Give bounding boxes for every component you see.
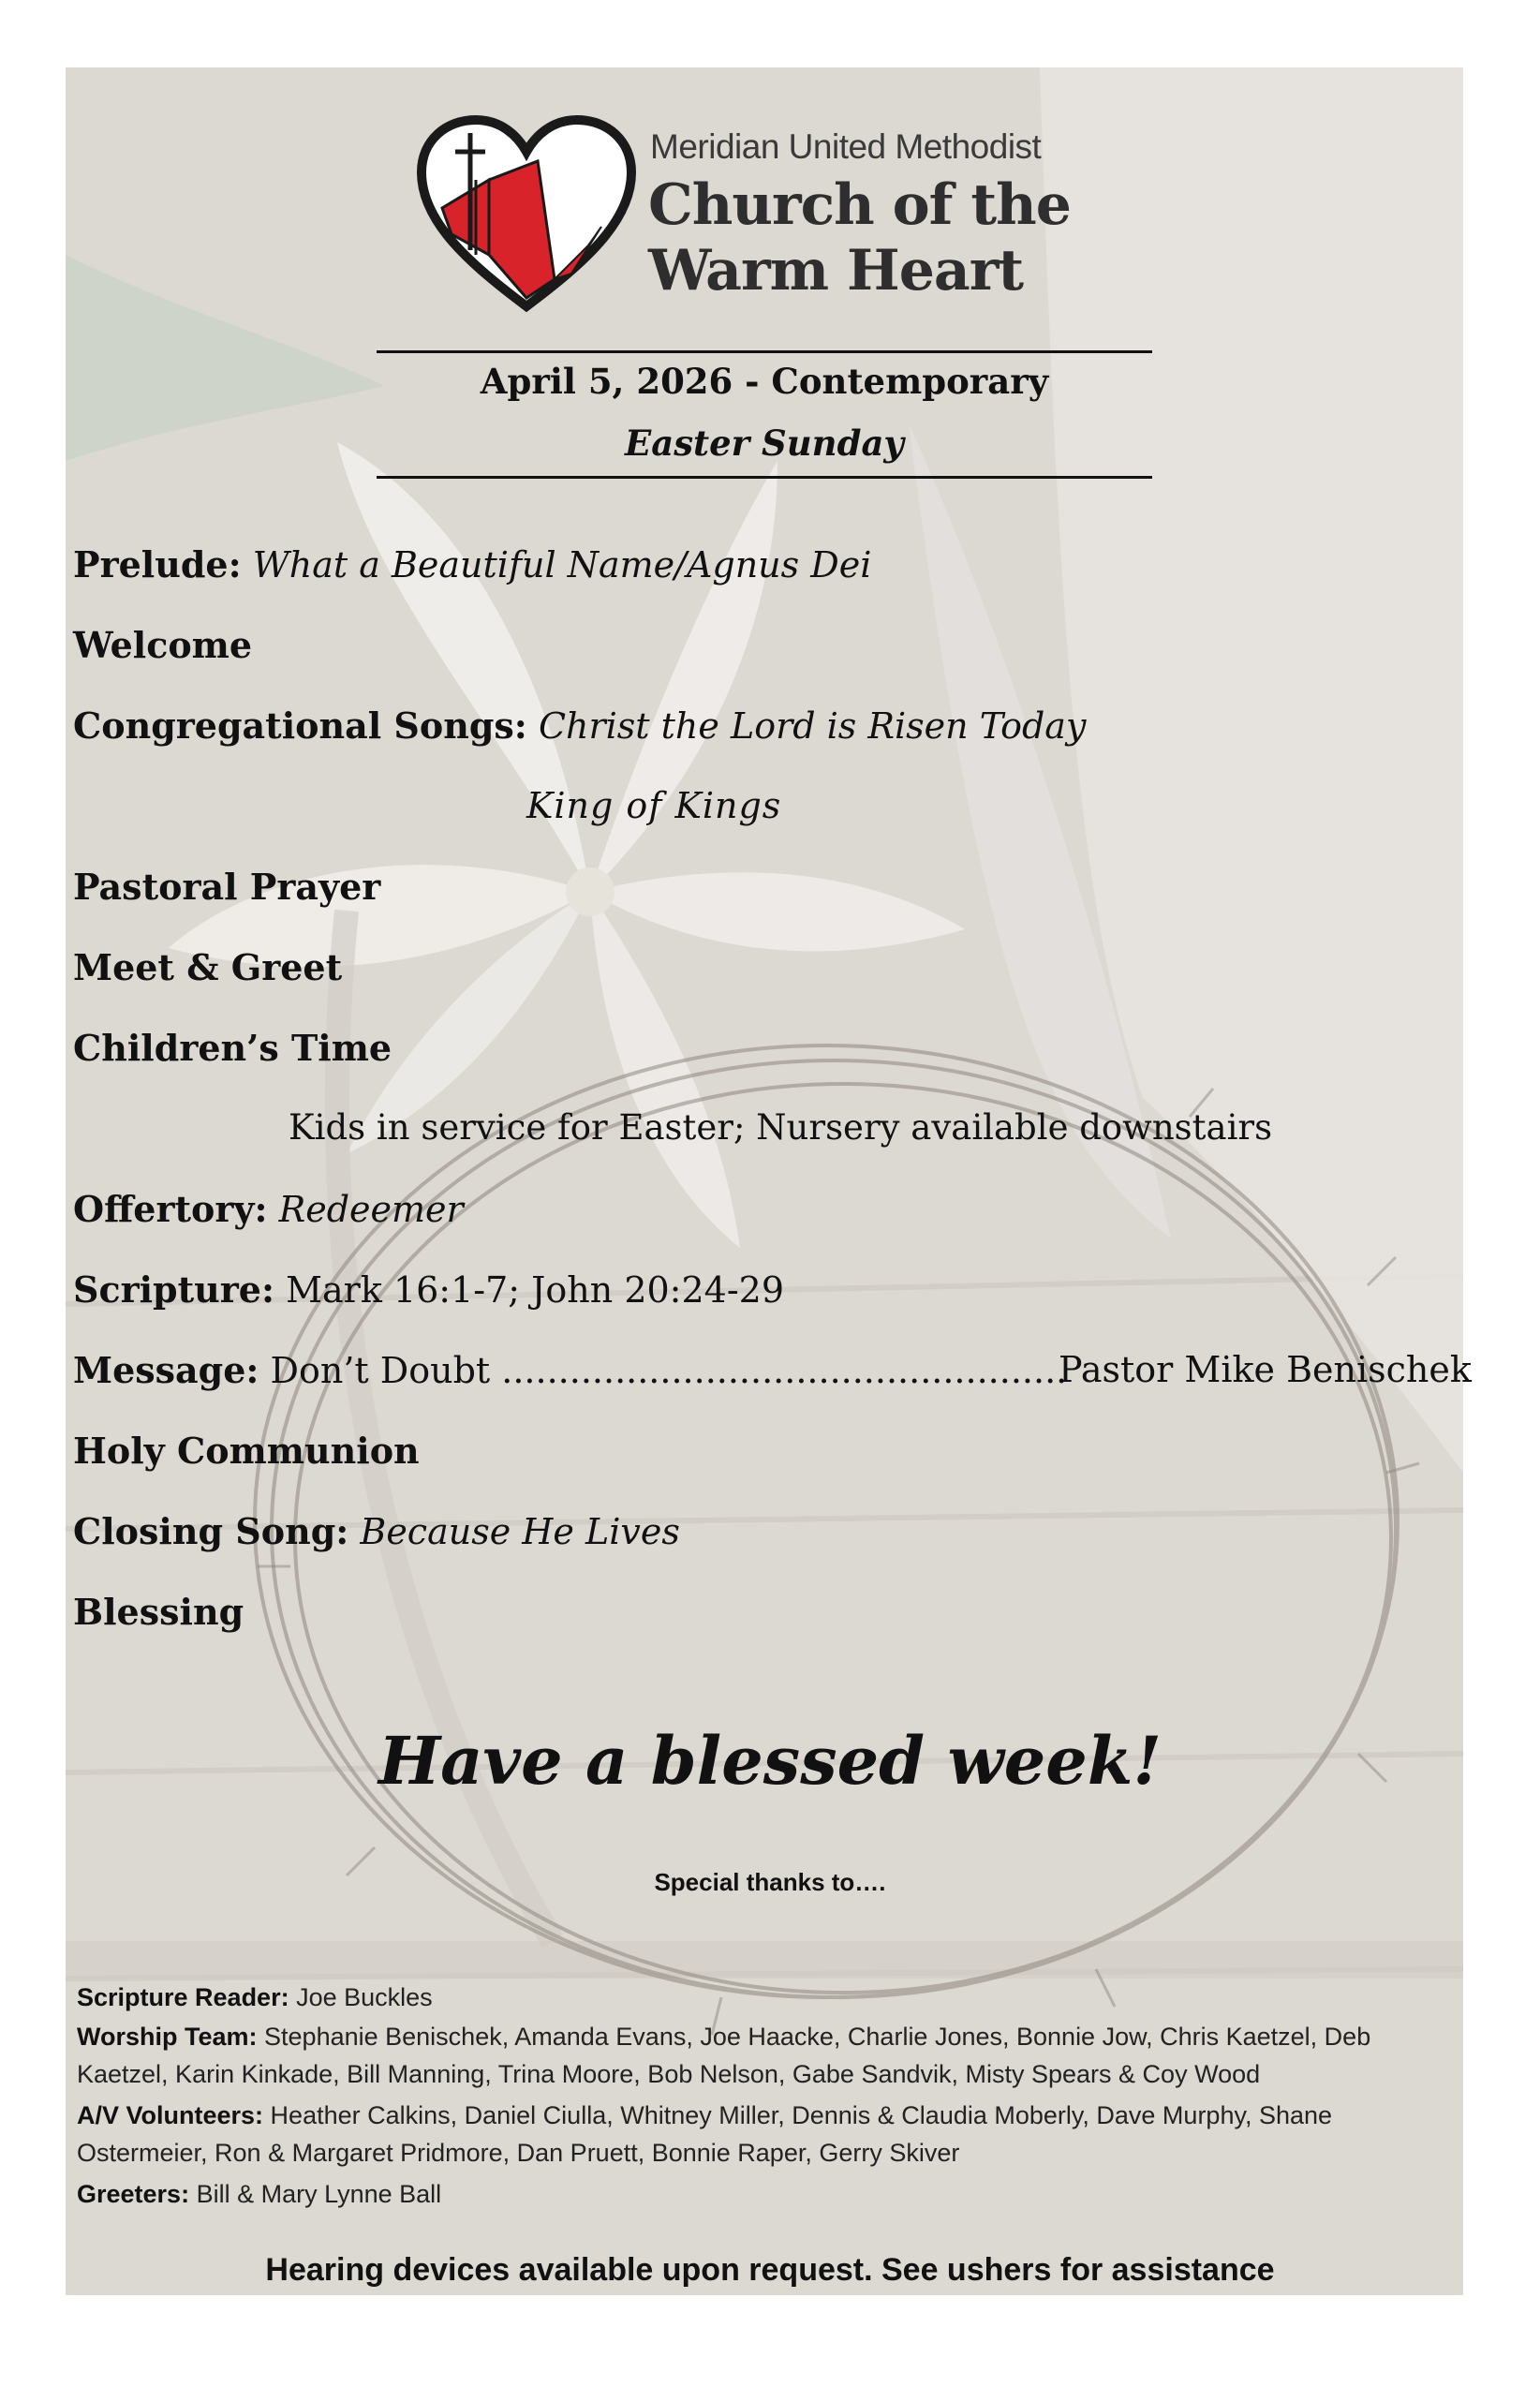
childrens-time-label: Children’s Time: [73, 1027, 392, 1069]
song-2: King of Kings: [526, 785, 782, 826]
song-1: Christ the Lord is Risen Today: [538, 705, 1087, 747]
pastoral-prayer-label: Pastoral Prayer: [73, 866, 381, 908]
greeters-label: Greeters:: [77, 2180, 190, 2208]
church-name-line2: Warm Heart: [648, 238, 1024, 304]
greeters-names: Bill & Mary Lynne Ball: [189, 2180, 442, 2208]
meet-greet-label: Meet & Greet: [73, 946, 343, 988]
scripture-text: Mark 16:1-7; John 20:24-29: [286, 1269, 785, 1311]
childrens-time-note: Kids in service for Easter; Nursery available downstairs: [289, 1107, 1273, 1148]
prelude-label: Prelude:: [73, 543, 242, 586]
congregational-songs-item: [73, 704, 1086, 747]
worship-label: Worship Team:: [77, 2023, 258, 2051]
scripture-item: [73, 1268, 784, 1311]
credit-scripture-reader: [77, 1979, 1463, 2016]
header-rule-bottom: [377, 476, 1152, 479]
church-name-line1: Church of the: [648, 172, 1071, 238]
message-item: [73, 1349, 1472, 1391]
thanks-heading: Special thanks to….: [654, 1868, 886, 1896]
prelude-title: What a Beautiful Name/Agnus Dei: [252, 544, 872, 586]
reader-names: Joe Buckles: [289, 1983, 433, 2011]
header-rule-top: [377, 350, 1152, 353]
closing-song-item: [73, 1510, 680, 1552]
service-date: April 5, 2026 - Contemporary: [480, 361, 1049, 402]
footer-note: Hearing devices available upon request. See ushers for assistance: [265, 2252, 1275, 2288]
church-affiliation: Meridian United Methodist: [650, 127, 1042, 166]
closing-message: Have a blessed week!: [378, 1722, 1162, 1800]
blessing-label: Blessing: [73, 1591, 244, 1633]
message-speaker: Pastor Mike Benischek: [1059, 1349, 1472, 1390]
childrens-time-item: [73, 1027, 392, 1069]
credit-worship-team: [77, 2018, 1463, 2093]
heart-cross-logo-icon: [414, 114, 639, 320]
av-names: Heather Calkins, Daniel Ciulla, Whitney Miller, Dennis & Claudia Moberly, Dave Murphy, Shane Ostermeier, Ron & Margaret Pridmore, Dan Pruett, Bonnie Raper, Gerry Skiver: [77, 2101, 1333, 2167]
worship-names: Stephanie Benischek, Amanda Evans, Joe Haacke, Charlie Jones, Bonnie Jow, Chris Kaetzel, Deb Kaetzel, Karin Kinkade, Bill Manning, Trina Moore, Bob Nelson, Gabe Sandvik, Misty Spears & Coy Wood: [77, 2023, 1371, 2088]
closing-song-label: Closing Song:: [73, 1510, 349, 1552]
scripture-label: Scripture:: [73, 1268, 275, 1311]
church-logo: [414, 114, 1088, 320]
pastoral-prayer-item: [73, 866, 380, 908]
offertory-item: [73, 1188, 464, 1230]
av-label: A/V Volunteers:: [77, 2101, 264, 2129]
reader-label: Scripture Reader:: [77, 1983, 289, 2011]
service-occasion: Easter Sunday: [625, 423, 904, 464]
credit-greeters: [77, 2175, 1463, 2213]
offertory-title: Redeemer: [278, 1189, 464, 1230]
blessing-item: [73, 1591, 244, 1633]
credit-av-volunteers: [77, 2097, 1463, 2172]
closing-song-title: Because He Lives: [360, 1511, 680, 1552]
meet-greet-item: [73, 946, 342, 988]
welcome-label: Welcome: [73, 624, 253, 666]
message-label: Message:: [73, 1349, 259, 1391]
holy-communion-item: [73, 1430, 420, 1472]
welcome-item: [73, 624, 252, 666]
songs-label: Congregational Songs:: [73, 704, 527, 747]
holy-communion-label: Holy Communion: [73, 1430, 420, 1472]
prelude-item: [73, 543, 871, 586]
message-title: Don’t Doubt ..................................................: [270, 1350, 1068, 1391]
offertory-label: Offertory:: [73, 1188, 268, 1230]
